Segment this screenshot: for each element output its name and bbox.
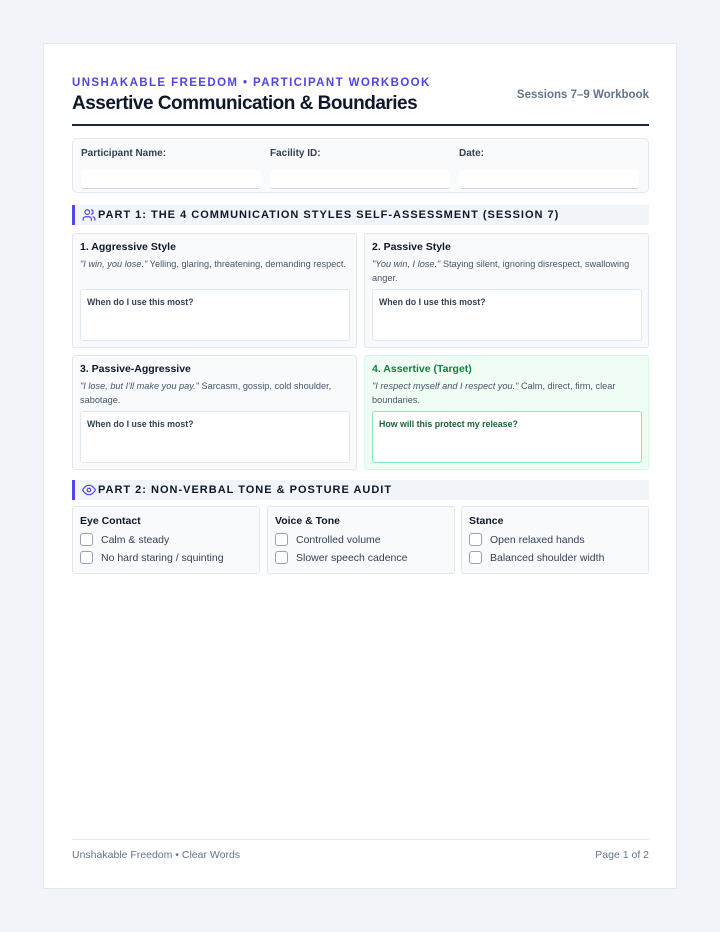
checklist-label: Balanced shoulder width (490, 552, 605, 564)
page-number: Page 1 of 2 (595, 849, 649, 861)
footer-brand: Unshakable Freedom • Clear Words (72, 849, 241, 861)
style-card-assertive (364, 355, 649, 470)
checkbox[interactable] (469, 533, 482, 546)
part1-heading (72, 205, 649, 225)
sessions-label: Sessions 7–9 Workbook (516, 89, 649, 101)
facility-id-label: Facility ID: (270, 148, 321, 159)
checklist-label: Controlled volume (296, 534, 381, 546)
checklist-label: Open relaxed hands (490, 534, 585, 546)
style-text: Yelling, glaring, threatening, demanding respect. (147, 259, 346, 269)
program-kicker: UNSHAKABLE FREEDOM • PARTICIPANT WORKBOOK (72, 77, 431, 89)
part2-heading (72, 480, 649, 500)
audit-group-title: Eye Contact (80, 515, 141, 527)
audit-group-title: Stance (469, 515, 504, 527)
style-text: Sarcasm, gossip, cold shoulder, sabotage. (80, 381, 332, 405)
checkbox[interactable] (80, 533, 93, 546)
style-title: 2. Passive Style (372, 241, 451, 253)
checkbox[interactable] (80, 551, 93, 564)
checkbox[interactable] (275, 533, 288, 546)
style-card-aggressive (72, 233, 357, 348)
style-answer-box[interactable] (80, 289, 350, 341)
style-answer-prompt: When do I use this most? (87, 419, 194, 429)
style-text: Calm, direct, firm, clear boundaries. (372, 381, 616, 405)
style-card-passive-aggressive (72, 355, 357, 470)
part2-heading-label: PART 2: NON-VERBAL TONE & POSTURE AUDIT (98, 484, 393, 496)
part1-heading-label: PART 1: THE 4 COMMUNICATION STYLES SELF-ASSESSMENT (SESSION 7) (98, 209, 560, 221)
style-answer-prompt: When do I use this most? (87, 297, 194, 307)
date-input[interactable] (459, 170, 639, 189)
audit-group-stance (461, 506, 649, 574)
style-description (372, 257, 640, 285)
users-icon (82, 208, 96, 222)
audit-group-title: Voice & Tone (275, 515, 340, 527)
style-description (80, 379, 348, 407)
style-title: 4. Assertive (Target) (372, 363, 472, 375)
style-title: 1. Aggressive Style (80, 241, 176, 253)
style-quote: "I win, you lose." (80, 259, 148, 269)
page-footer (72, 839, 649, 861)
checklist-label: Calm & steady (101, 534, 170, 546)
style-quote: "I respect myself and I respect you." (372, 381, 519, 391)
style-quote: "I lose, but I'll make you pay." (80, 381, 199, 391)
style-title: 3. Passive-Aggressive (80, 363, 191, 375)
style-card-passive (364, 233, 649, 348)
style-quote: "You win, I lose." (372, 259, 441, 269)
style-answer-prompt: When do I use this most? (379, 297, 486, 307)
style-description (372, 379, 640, 407)
audit-group-eye-contact (72, 506, 260, 574)
date-label: Date: (459, 148, 485, 159)
participant-name-label: Participant Name: (81, 148, 167, 159)
date-field (459, 148, 639, 189)
workbook-page (43, 43, 677, 889)
page-title: Assertive Communication & Boundaries (72, 93, 418, 114)
style-text: Staying silent, ignoring disrespect, swallowing anger. (372, 259, 630, 283)
checklist-label: Slower speech cadence (296, 552, 408, 564)
eye-icon (82, 483, 96, 497)
checklist-label: No hard staring / squinting (101, 552, 224, 564)
style-description (80, 257, 348, 271)
facility-id-field (270, 148, 450, 189)
style-answer-prompt: How will this protect my release? (379, 419, 518, 429)
checkbox[interactable] (275, 551, 288, 564)
checkbox[interactable] (469, 551, 482, 564)
participant-info-box (72, 138, 649, 193)
page-header (72, 77, 649, 126)
style-answer-box[interactable] (372, 289, 642, 341)
style-answer-box[interactable] (80, 411, 350, 463)
participant-name-input[interactable] (81, 170, 261, 189)
participant-name-field (81, 148, 261, 189)
facility-id-input[interactable] (270, 170, 450, 189)
style-answer-box[interactable] (372, 411, 642, 463)
audit-group-voice-tone (267, 506, 455, 574)
